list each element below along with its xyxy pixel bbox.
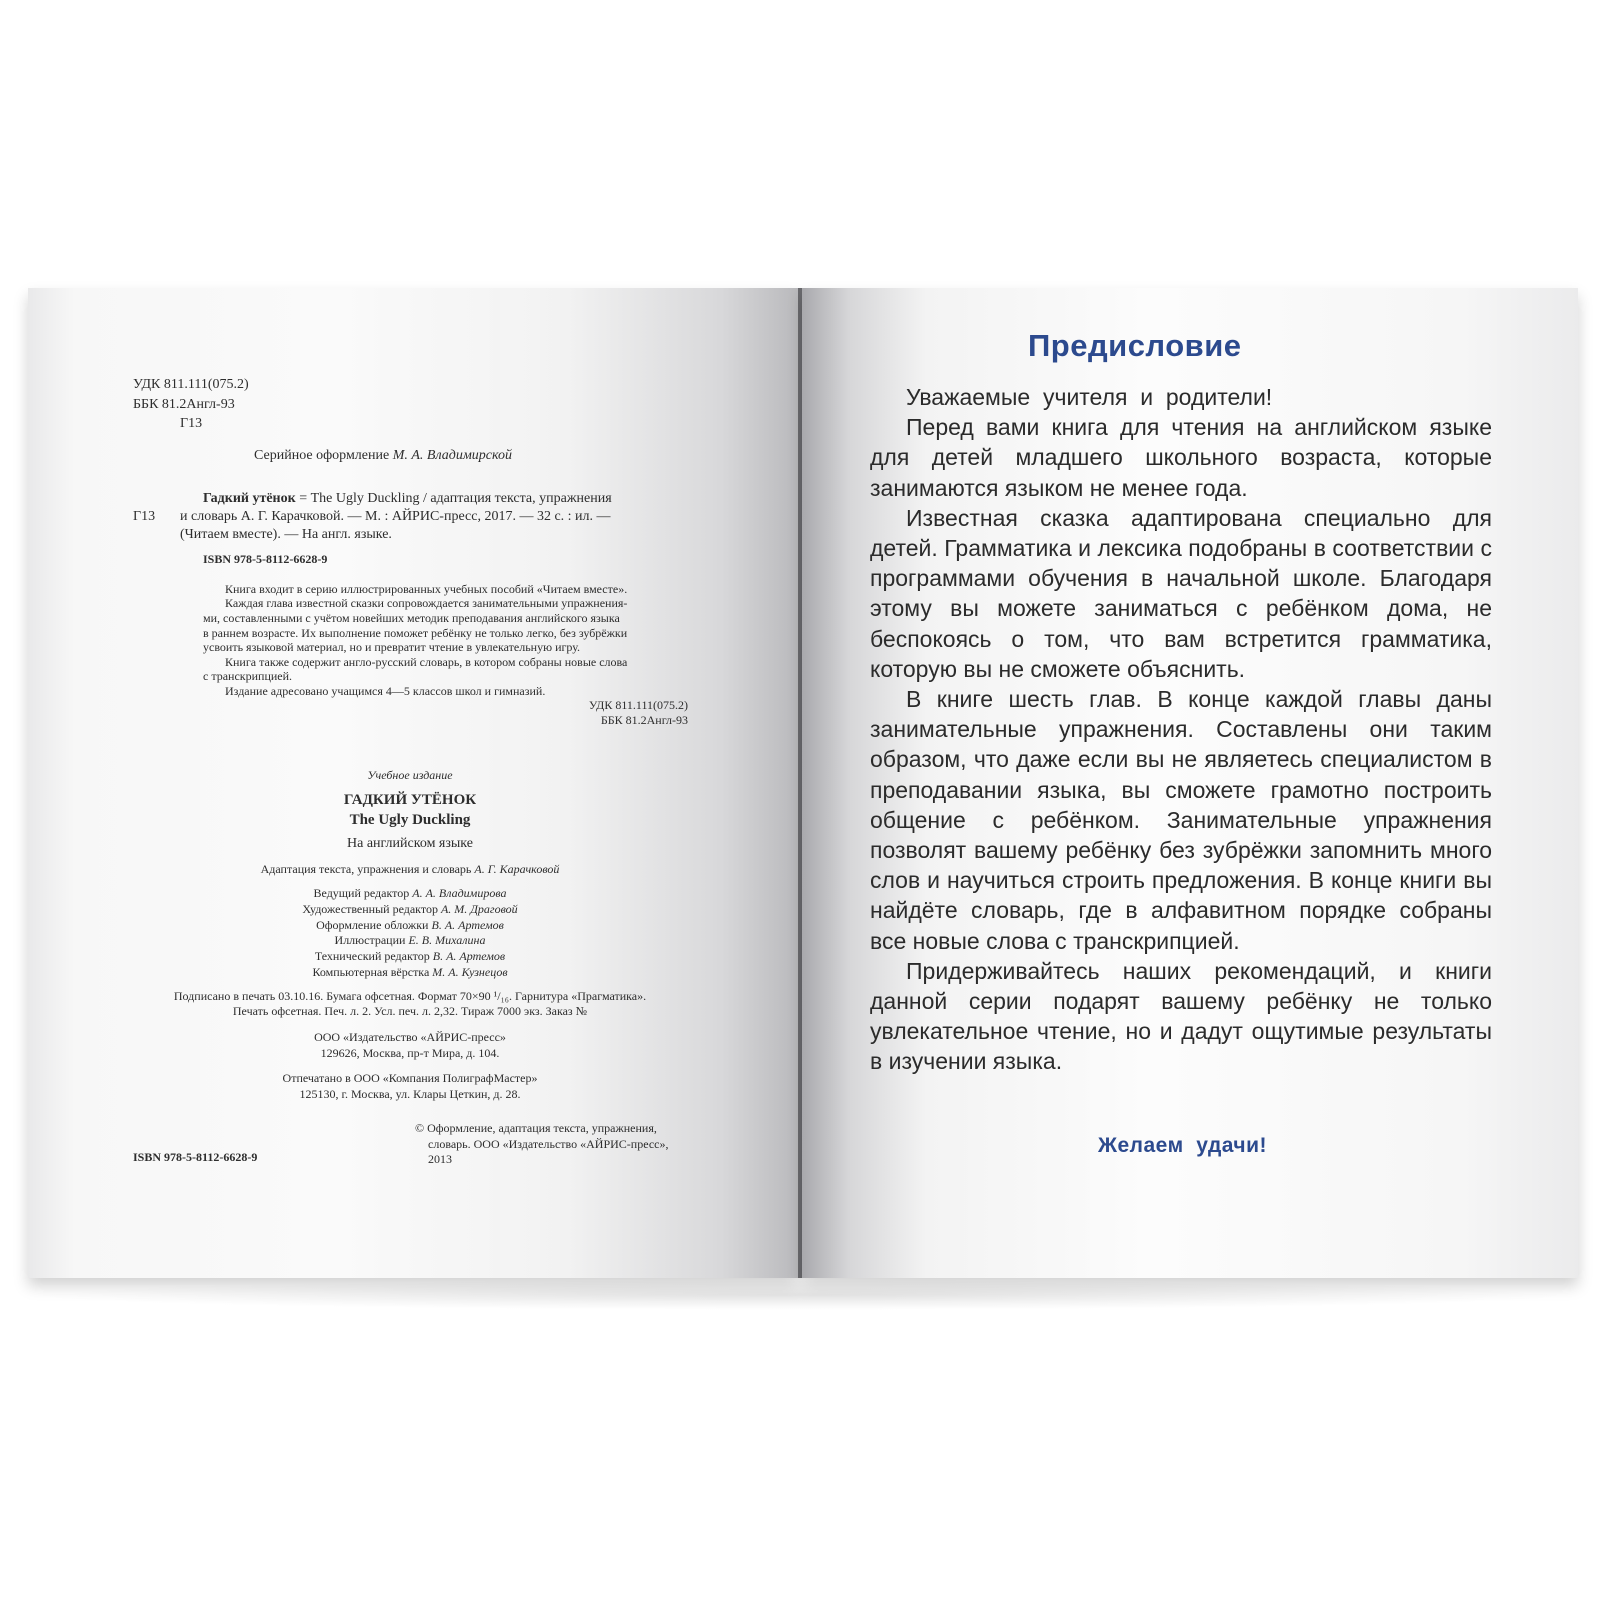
- closing-wish: Желаем удачи!: [1098, 1134, 1268, 1157]
- credit-name: А. А. Владимирова: [412, 886, 507, 900]
- isbn-bottom: ISBN 978-5-8112-6628-9: [133, 1150, 258, 1164]
- adaptation-label: Адаптация текста, упражнения и словарь: [260, 862, 472, 876]
- biblio-title: Гадкий утёнок: [203, 491, 296, 506]
- credit-name: В. А. Артемов: [431, 918, 504, 932]
- credit-role: Ведущий редактор: [313, 886, 410, 900]
- credit-line: [260, 918, 560, 932]
- book-shadow: [20, 1280, 1580, 1310]
- open-book: [28, 288, 1578, 1278]
- adaptation-credit: [210, 862, 610, 876]
- paragraph: Известная сказка адаптирована специально для детей. Грамматика и лексика подобраны в соответствии с программами обучения в начальной школе. Благодаря этому вы можете заниматься с ребёнком дома, не беспокоясь о том, что вам встретится грамматика, которую вы не сможете объяснить.: [870, 504, 1492, 682]
- copyright-line-2: словарь. ООО «Издательство «АЙРИС-пресс»,: [428, 1137, 669, 1151]
- biblio-line-1-text: = The Ugly Duckling / адаптация текста, упражнения: [299, 491, 612, 506]
- abstract-line: с транскрипцией.: [203, 669, 293, 683]
- printer-address: 125130, г. Москва, ул. Клары Цеткин, д. 28.: [299, 1087, 521, 1101]
- preface-page: [802, 288, 1578, 1278]
- paragraph: Перед вами книга для чтения на английском языке для детей младшего школьного возраста, которые занимаются языком не менее года.: [870, 414, 1492, 501]
- abstract-line: Книга также содержит англо-русский словарь, в котором собраны новые слова: [225, 655, 628, 669]
- credit-role: Оформление обложки: [316, 918, 429, 932]
- publisher-name: ООО «Издательство «АЙРИС-пресс»: [314, 1030, 506, 1044]
- paragraph: В книге шесть глав. В конце каждой главы даны занимательные упражнения. Составлены они таким образом, что даже если вы не являетесь специалистом в преподавании языка, вы сможете грамотно построить общение с ребёнком. Занимательные упражнения позволят вашему ребёнку без зубрёжки запомнить много слов и научиться строить предложения. В конце книги вы найдёте словарь, где в алфавитном порядке собраны все новые слова с транскрипцией.: [870, 686, 1492, 954]
- udk-right: УДК 811.111(075.2): [588, 698, 688, 712]
- credit-line: [260, 965, 560, 979]
- udk-code: УДК 811.111(075.2): [133, 377, 249, 392]
- abstract-line: усвоить языковой материал, но и превратит чтение в увлекательную игру.: [203, 640, 581, 654]
- credit-role: Компьютерная вёрстка: [312, 965, 430, 979]
- print-info-line-1: Подписано в печать 03.10.16. Бумага офсетная. Формат 70×90 ¹/₁₆. Гарнитура «Прагматика».: [173, 989, 647, 1003]
- credit-role: Иллюстрации: [334, 933, 406, 947]
- abstract-line: ми, составленными с учётом новейших методик преподавания английского языка: [203, 611, 620, 625]
- print-info-line-2: Печать офсетная. Печ. л. 2. Усл. печ. л. 2,32. Тираж 7000 экз. Заказ №: [232, 1004, 588, 1018]
- abstract-line: Книга входит в серию иллюстрированных учебных пособий «Читаем вместе».: [225, 582, 628, 596]
- bbk-right: ББК 81.2Англ-93: [600, 713, 688, 727]
- book-title-en: The Ugly Duckling: [349, 812, 471, 828]
- series-design: [254, 447, 512, 465]
- imprint-page: [28, 288, 798, 1278]
- credit-name: А. М. Драговой: [440, 902, 518, 916]
- credit-name: В. А. Артемов: [432, 949, 506, 963]
- copyright-line-3: 2013: [428, 1152, 452, 1166]
- credit-line: [260, 902, 560, 916]
- printer-name: Отпечатано в ООО «Компания ПолиграфМастер»: [282, 1071, 538, 1085]
- credit-name: М. А. Кузнецов: [432, 965, 508, 979]
- abstract-line: Каждая глава известной сказки сопровождается занимательными упражнения-: [225, 596, 628, 610]
- biblio-line-3: (Читаем вместе). — На англ. языке.: [180, 527, 392, 542]
- abstract-line: Издание адресовано учащимся 4—5 классов школ и гимназий.: [225, 684, 546, 698]
- bbk-code: ББК 81.2Англ-93: [133, 397, 235, 412]
- greeting: Уважаемые учителя и родители!: [906, 384, 1273, 410]
- biblio-line-2: и словарь А. Г. Карачковой. — М. : АЙРИС-пресс, 2017. — 32 с. : ил. —: [180, 509, 611, 524]
- credit-role: Технический редактор: [314, 949, 430, 963]
- page-title: Предисловие: [1028, 328, 1242, 363]
- copyright-line-1: © Оформление, адаптация текста, упражнения,: [415, 1121, 657, 1135]
- author-mark-margin: Г13: [133, 509, 156, 524]
- adaptation-name: А. Г. Карачковой: [474, 862, 560, 876]
- edition-type: Учебное издание: [367, 768, 453, 782]
- series-design-name: М. А. Владимирской: [392, 448, 512, 463]
- book-title-ru: ГАДКИЙ УТЁНОК: [343, 792, 477, 808]
- biblio-line-1: [203, 490, 612, 508]
- abstract-line: в раннем возрасте. Их выполнение поможет ребёнку не только легко, без зубрёжки: [203, 626, 628, 640]
- series-design-label: Серийное оформление: [254, 448, 390, 463]
- credit-line: [260, 933, 560, 947]
- isbn-top: ISBN 978-5-8112-6628-9: [203, 552, 328, 566]
- preface-text: [870, 382, 1492, 1077]
- author-mark: Г13: [180, 416, 203, 431]
- credit-line: [260, 949, 560, 963]
- paragraph: Придерживайтесь наших рекомендаций, и книги данной серии подарят вашему ребёнку не только увлекательное чтение, но и дадут ощутимые результаты в изучении языка.: [870, 957, 1492, 1075]
- credit-role: Художественный редактор: [302, 902, 438, 916]
- credit-line: [260, 886, 560, 900]
- publisher-address: 129626, Москва, пр-т Мира, д. 104.: [320, 1046, 500, 1060]
- credit-name: Е. В. Михалина: [408, 933, 486, 947]
- language-note: На английском языке: [347, 836, 473, 851]
